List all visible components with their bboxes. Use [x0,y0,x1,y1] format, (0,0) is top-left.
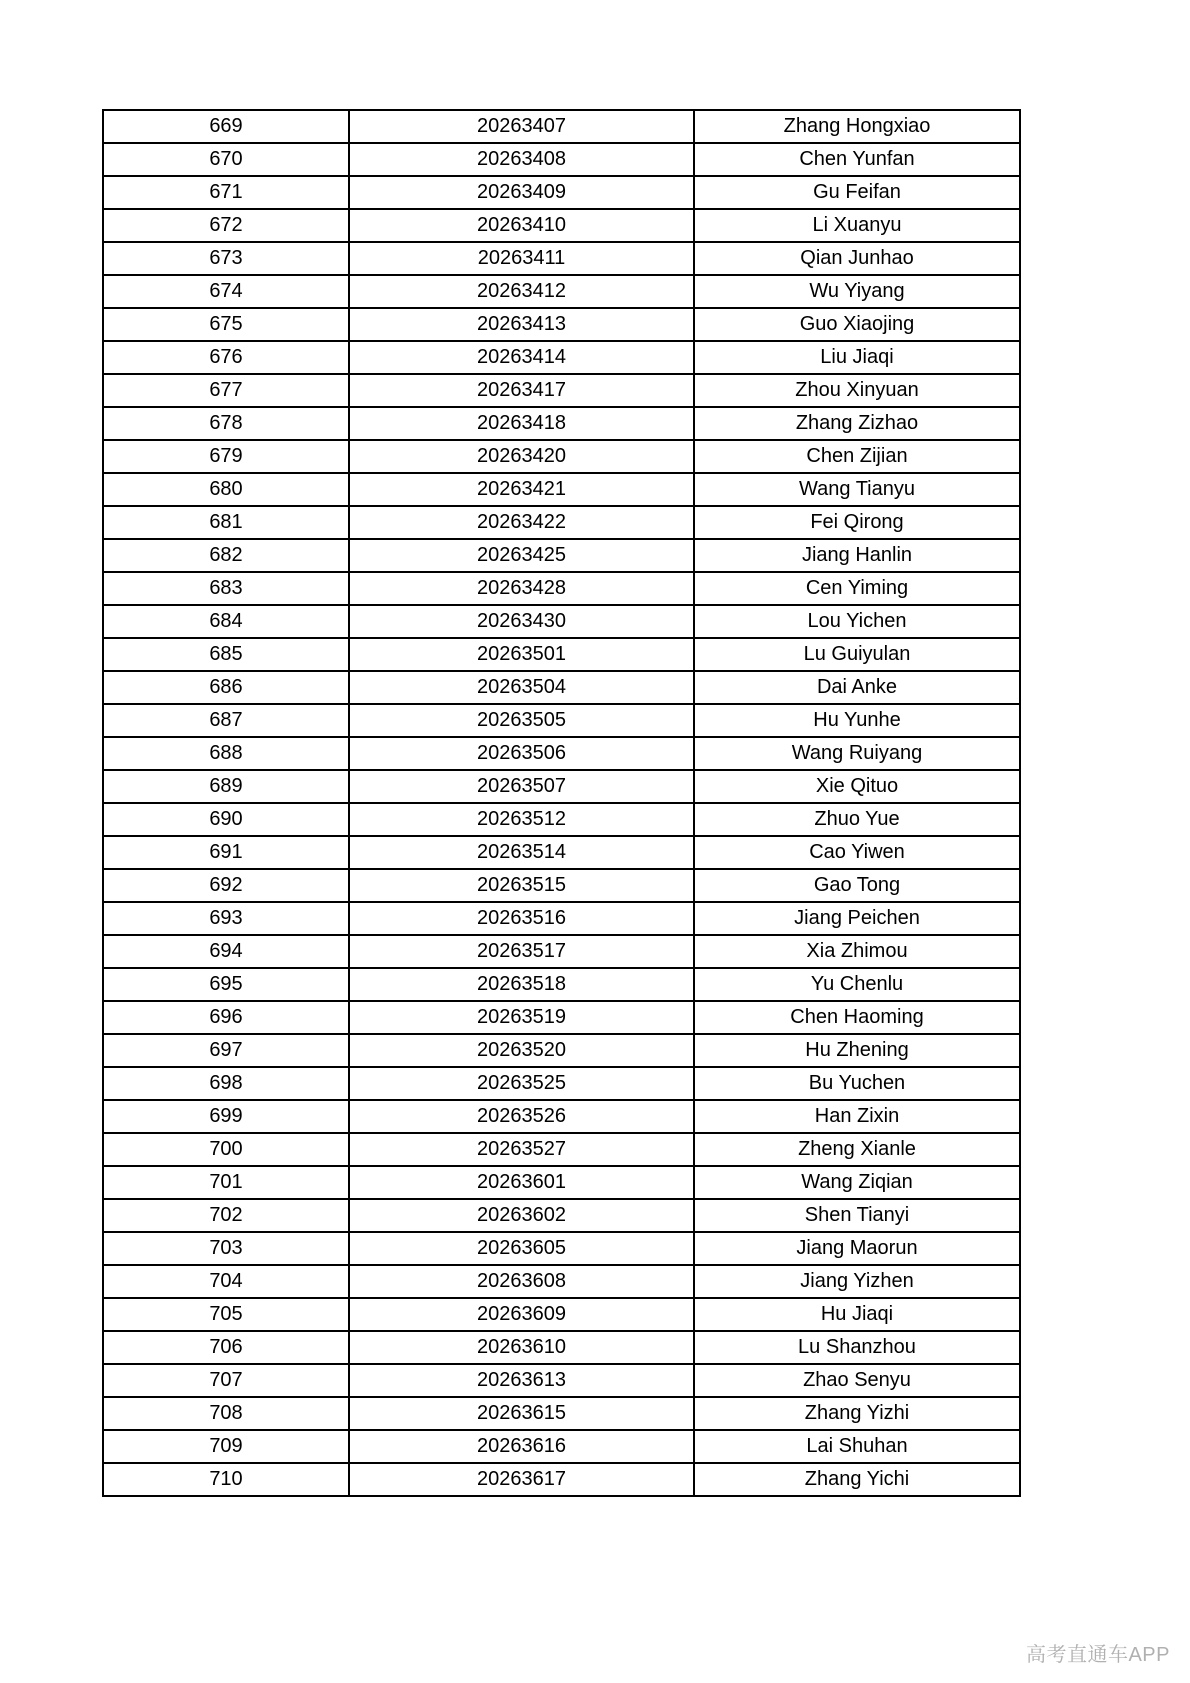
student-id-cell: 20263422 [349,506,694,539]
admission-list-table-container [102,109,1013,1497]
student-id-cell: 20263413 [349,308,694,341]
student-id-cell: 20263616 [349,1430,694,1463]
student-name-cell: Wang Ziqian [694,1166,1020,1199]
student-id-cell: 20263512 [349,803,694,836]
table-row [103,209,1020,242]
student-id-cell: 20263520 [349,1034,694,1067]
row-number-cell: 670 [103,143,349,176]
table-row [103,1232,1020,1265]
student-id-cell: 20263410 [349,209,694,242]
table-row [103,671,1020,704]
table-row [103,605,1020,638]
row-number-cell: 682 [103,539,349,572]
row-number-cell: 671 [103,176,349,209]
student-id-cell: 20263615 [349,1397,694,1430]
student-name-cell: Jiang Peichen [694,902,1020,935]
row-number-cell: 681 [103,506,349,539]
student-name-cell: Li Xuanyu [694,209,1020,242]
row-number-cell: 673 [103,242,349,275]
student-id-cell: 20263525 [349,1067,694,1100]
row-number-cell: 690 [103,803,349,836]
table-row [103,737,1020,770]
student-name-cell: Lu Shanzhou [694,1331,1020,1364]
row-number-cell: 688 [103,737,349,770]
row-number-cell: 669 [103,110,349,143]
row-number-cell: 679 [103,440,349,473]
row-number-cell: 702 [103,1199,349,1232]
row-number-cell: 672 [103,209,349,242]
row-number-cell: 686 [103,671,349,704]
table-row [103,1166,1020,1199]
row-number-cell: 706 [103,1331,349,1364]
row-number-cell: 678 [103,407,349,440]
table-row [103,770,1020,803]
table-row [103,539,1020,572]
table-row [103,935,1020,968]
student-id-cell: 20263608 [349,1265,694,1298]
row-number-cell: 698 [103,1067,349,1100]
student-id-cell: 20263505 [349,704,694,737]
student-id-cell: 20263504 [349,671,694,704]
student-name-cell: Lai Shuhan [694,1430,1020,1463]
student-id-cell: 20263617 [349,1463,694,1496]
table-row [103,374,1020,407]
student-id-cell: 20263506 [349,737,694,770]
table-row [103,572,1020,605]
table-row [103,506,1020,539]
table-row [103,803,1020,836]
student-name-cell: Hu Yunhe [694,704,1020,737]
student-name-cell: Jiang Maorun [694,1232,1020,1265]
student-name-cell: Qian Junhao [694,242,1020,275]
student-id-cell: 20263420 [349,440,694,473]
student-id-cell: 20263407 [349,110,694,143]
student-id-cell: 20263514 [349,836,694,869]
table-row [103,968,1020,1001]
student-name-cell: Lu Guiyulan [694,638,1020,671]
table-row [103,1067,1020,1100]
student-name-cell: Chen Yunfan [694,143,1020,176]
student-id-cell: 20263421 [349,473,694,506]
student-name-cell: Jiang Hanlin [694,539,1020,572]
student-id-cell: 20263411 [349,242,694,275]
student-id-cell: 20263507 [349,770,694,803]
table-row [103,1001,1020,1034]
student-name-cell: Liu Jiaqi [694,341,1020,374]
student-id-cell: 20263428 [349,572,694,605]
student-id-cell: 20263602 [349,1199,694,1232]
row-number-cell: 693 [103,902,349,935]
student-id-cell: 20263430 [349,605,694,638]
student-id-cell: 20263409 [349,176,694,209]
student-name-cell: Xie Qituo [694,770,1020,803]
row-number-cell: 709 [103,1430,349,1463]
row-number-cell: 707 [103,1364,349,1397]
student-name-cell: Zhang Yizhi [694,1397,1020,1430]
student-name-cell: Hu Jiaqi [694,1298,1020,1331]
student-name-cell: Han Zixin [694,1100,1020,1133]
row-number-cell: 691 [103,836,349,869]
student-name-cell: Xia Zhimou [694,935,1020,968]
table-row [103,1199,1020,1232]
student-id-cell: 20263609 [349,1298,694,1331]
row-number-cell: 677 [103,374,349,407]
table-row [103,407,1020,440]
table-row [103,902,1020,935]
table-row [103,1331,1020,1364]
student-name-cell: Wang Tianyu [694,473,1020,506]
table-row [103,1397,1020,1430]
table-row [103,1430,1020,1463]
row-number-cell: 700 [103,1133,349,1166]
student-id-cell: 20263518 [349,968,694,1001]
student-name-cell: Zhang Hongxiao [694,110,1020,143]
student-id-cell: 20263605 [349,1232,694,1265]
table-row [103,1100,1020,1133]
student-id-cell: 20263610 [349,1331,694,1364]
student-name-cell: Dai Anke [694,671,1020,704]
student-name-cell: Chen Haoming [694,1001,1020,1034]
student-name-cell: Bu Yuchen [694,1067,1020,1100]
row-number-cell: 680 [103,473,349,506]
table-row [103,704,1020,737]
table-row [103,869,1020,902]
student-name-cell: Zhao Senyu [694,1364,1020,1397]
table-row [103,1133,1020,1166]
table-row [103,275,1020,308]
table-row [103,638,1020,671]
student-id-cell: 20263414 [349,341,694,374]
student-id-cell: 20263601 [349,1166,694,1199]
student-id-cell: 20263516 [349,902,694,935]
row-number-cell: 708 [103,1397,349,1430]
table-row [103,1298,1020,1331]
table-row [103,1265,1020,1298]
student-name-cell: Lou Yichen [694,605,1020,638]
row-number-cell: 675 [103,308,349,341]
table-row [103,836,1020,869]
student-id-cell: 20263517 [349,935,694,968]
row-number-cell: 699 [103,1100,349,1133]
row-number-cell: 704 [103,1265,349,1298]
row-number-cell: 694 [103,935,349,968]
student-name-cell: Zhuo Yue [694,803,1020,836]
row-number-cell: 710 [103,1463,349,1496]
student-id-cell: 20263526 [349,1100,694,1133]
student-id-cell: 20263501 [349,638,694,671]
table-row [103,1463,1020,1496]
table-row [103,1364,1020,1397]
student-id-cell: 20263408 [349,143,694,176]
student-name-cell: Shen Tianyi [694,1199,1020,1232]
student-name-cell: Zhou Xinyuan [694,374,1020,407]
admission-list-table [102,109,1021,1497]
watermark: 高考直通车APP [1025,1644,1170,1666]
student-id-cell: 20263417 [349,374,694,407]
table-row [103,143,1020,176]
row-number-cell: 687 [103,704,349,737]
student-name-cell: Gu Feifan [694,176,1020,209]
student-name-cell: Wang Ruiyang [694,737,1020,770]
row-number-cell: 701 [103,1166,349,1199]
row-number-cell: 683 [103,572,349,605]
student-id-cell: 20263515 [349,869,694,902]
row-number-cell: 684 [103,605,349,638]
student-name-cell: Gao Tong [694,869,1020,902]
row-number-cell: 676 [103,341,349,374]
table-row [103,242,1020,275]
student-name-cell: Zhang Yichi [694,1463,1020,1496]
row-number-cell: 697 [103,1034,349,1067]
student-name-cell: Zhang Zizhao [694,407,1020,440]
table-row [103,473,1020,506]
student-name-cell: Cen Yiming [694,572,1020,605]
table-row [103,341,1020,374]
student-name-cell: Wu Yiyang [694,275,1020,308]
student-id-cell: 20263425 [349,539,694,572]
row-number-cell: 703 [103,1232,349,1265]
row-number-cell: 692 [103,869,349,902]
student-id-cell: 20263412 [349,275,694,308]
row-number-cell: 689 [103,770,349,803]
student-id-cell: 20263613 [349,1364,694,1397]
student-id-cell: 20263519 [349,1001,694,1034]
student-name-cell: Cao Yiwen [694,836,1020,869]
table-row [103,1034,1020,1067]
student-name-cell: Chen Zijian [694,440,1020,473]
student-name-cell: Fei Qirong [694,506,1020,539]
row-number-cell: 674 [103,275,349,308]
table-row [103,110,1020,143]
row-number-cell: 695 [103,968,349,1001]
row-number-cell: 696 [103,1001,349,1034]
student-name-cell: Jiang Yizhen [694,1265,1020,1298]
student-name-cell: Yu Chenlu [694,968,1020,1001]
student-name-cell: Hu Zhening [694,1034,1020,1067]
student-id-cell: 20263418 [349,407,694,440]
row-number-cell: 705 [103,1298,349,1331]
table-row [103,440,1020,473]
table-row [103,308,1020,341]
table-row [103,176,1020,209]
row-number-cell: 685 [103,638,349,671]
student-id-cell: 20263527 [349,1133,694,1166]
student-name-cell: Guo Xiaojing [694,308,1020,341]
student-name-cell: Zheng Xianle [694,1133,1020,1166]
table-body [103,110,1020,1496]
